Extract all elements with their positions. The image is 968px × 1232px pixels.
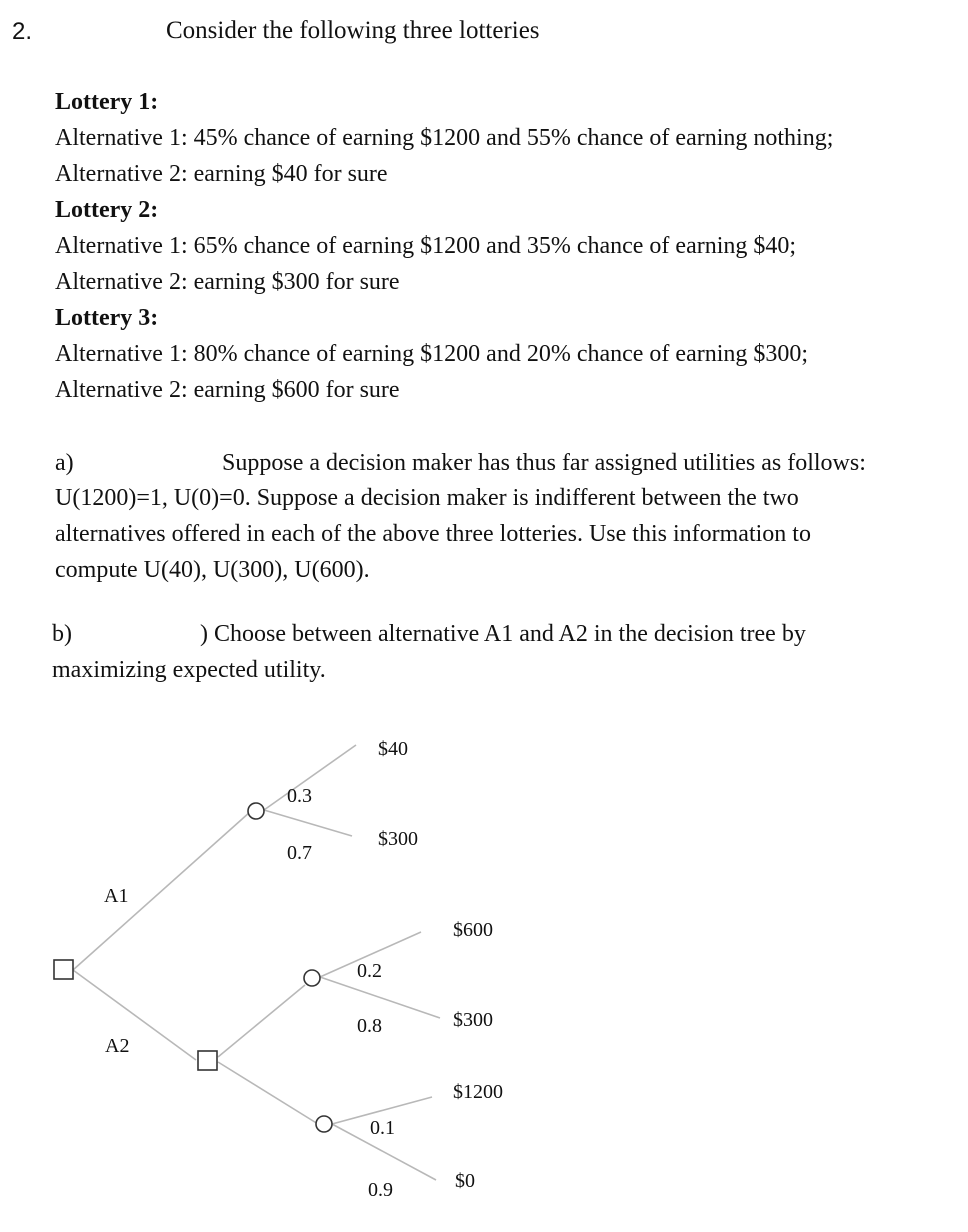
lottery-1-title: Lottery 1: (55, 89, 159, 115)
lottery-3-alternative-1: Alternative 1: 80% chance of earning $1200 and 20% chance of earning $300; (55, 341, 809, 367)
chance-node-a1 (248, 803, 264, 819)
probability-label: 0.3 (287, 785, 312, 807)
part-a-label: a) (55, 450, 74, 476)
alternative-label-a2: A2 (105, 1035, 130, 1057)
chance-node-a2-upper (304, 970, 320, 986)
branch-a2 (73, 970, 196, 1060)
part-a-line-1: Suppose a decision maker has thus far assigned utilities as follows: (222, 450, 866, 476)
alternative-label-a1: A1 (104, 885, 129, 907)
lottery-2-alternative-1: Alternative 1: 65% chance of earning $1200 and 35% chance of earning $40; (55, 233, 797, 259)
lottery-1-alternative-1: Alternative 1: 45% chance of earning $1200 and 55% chance of earning nothing; (55, 125, 834, 151)
lottery-3-title: Lottery 3: (55, 305, 159, 331)
payoff-label: $600 (453, 919, 493, 941)
question-intro: Consider the following three lotteries (166, 17, 540, 44)
part-a-line-2: U(1200)=1, U(0)=0. Suppose a decision maker is indifferent between the two (55, 485, 799, 511)
question-number: 2. (12, 18, 33, 45)
part-b-line-1: ) Choose between alternative A1 and A2 in the decision tree by (200, 621, 806, 647)
lottery-3-alternative-2: Alternative 2: earning $600 for sure (55, 377, 400, 403)
decision-node-root (54, 960, 73, 979)
decision-node-a2 (198, 1051, 217, 1070)
branch-a2-lower (218, 1062, 318, 1124)
part-b-label: b) (52, 621, 72, 647)
branch-a2-upper (218, 985, 305, 1057)
payoff-label: $300 (378, 828, 418, 850)
part-b-line-2: maximizing expected utility. (52, 657, 326, 683)
probability-label: 0.1 (370, 1117, 395, 1139)
payoff-label: $300 (453, 1009, 493, 1031)
probability-label: 0.8 (357, 1015, 382, 1037)
lottery-2-title: Lottery 2: (55, 197, 159, 223)
branch-a2-upper-outcome-0.8 (320, 977, 440, 1018)
probability-label: 0.7 (287, 842, 312, 864)
payoff-label: $40 (378, 738, 408, 760)
probability-label: 0.2 (357, 960, 382, 982)
chance-node-a2-lower (316, 1116, 332, 1132)
lottery-2-alternative-2: Alternative 2: earning $300 for sure (55, 269, 400, 295)
payoff-label: $0 (455, 1170, 475, 1192)
probability-label: 0.9 (368, 1179, 393, 1201)
payoff-label: $1200 (453, 1081, 503, 1103)
branch-a1-outcome-0.7 (264, 810, 352, 836)
part-a-line-4: compute U(40), U(300), U(600). (55, 557, 370, 583)
branch-a1 (73, 812, 250, 970)
lottery-1-alternative-2: Alternative 2: earning $40 for sure (55, 161, 388, 187)
part-a-line-3: alternatives offered in each of the above three lotteries. Use this information to (55, 521, 811, 547)
